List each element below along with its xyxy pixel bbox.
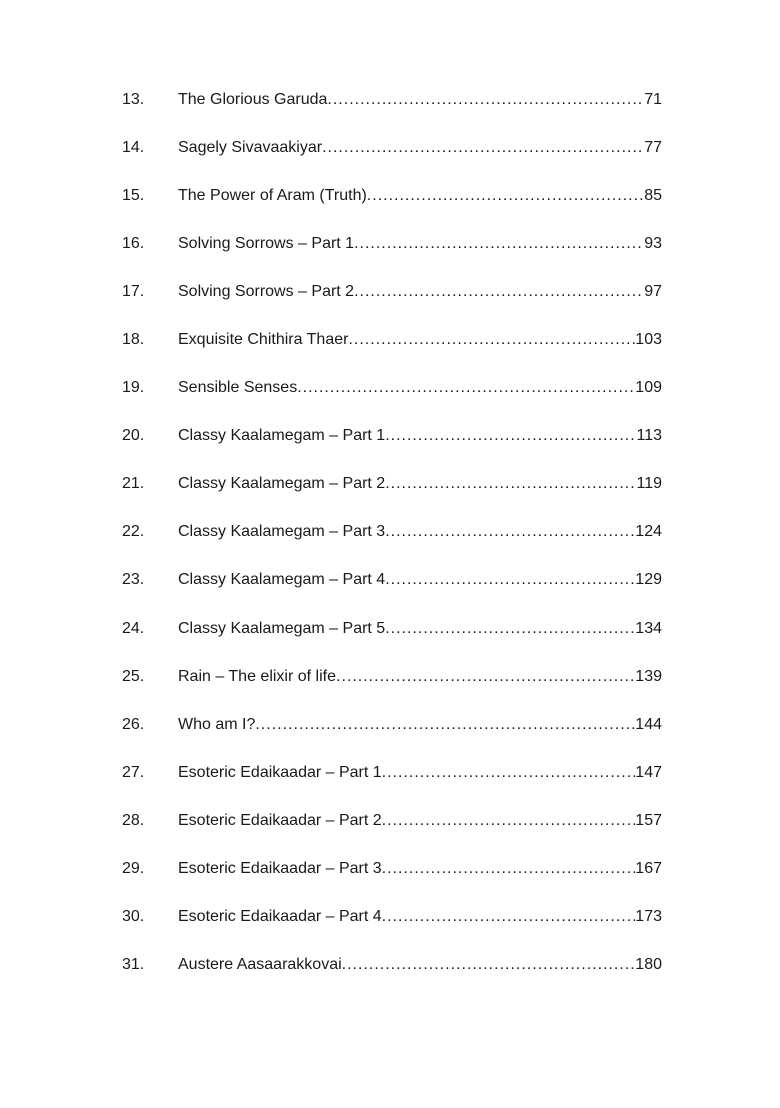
- page-number: 173: [635, 907, 662, 925]
- chapter-number: 24.: [122, 619, 145, 637]
- chapter-title: Austere Aasaarakkovai: [178, 955, 342, 973]
- chapter-title: Solving Sorrows – Part 1: [178, 235, 355, 253]
- chapter-title: Classy Kaalamegam – Part 3: [178, 523, 386, 541]
- toc-entry: [122, 906, 662, 954]
- chapter-number: 29.: [122, 859, 145, 877]
- page-number: 139: [635, 667, 662, 685]
- dot-leader: [367, 185, 644, 207]
- chapter-number: 31.: [122, 955, 145, 973]
- chapter-title: Esoteric Edaikaadar – Part 1: [178, 763, 382, 781]
- chapter-title: Rain – The elixir of life: [178, 667, 336, 685]
- dot-leader: [385, 521, 635, 543]
- toc-entry: [122, 89, 662, 137]
- toc-entry: [122, 137, 662, 185]
- page-number: 147: [635, 763, 662, 781]
- toc-entry: [122, 521, 662, 569]
- dot-leader: [342, 954, 636, 976]
- toc-entry: [122, 185, 662, 233]
- page-number: 77: [644, 139, 662, 157]
- toc-entry: [122, 618, 662, 666]
- page-number: 71: [644, 91, 662, 108]
- page-number: 97: [644, 283, 662, 301]
- chapter-number: 14.: [122, 139, 145, 157]
- page-number: 134: [635, 619, 662, 637]
- toc-entry: [122, 233, 662, 281]
- page-number: 85: [644, 187, 662, 205]
- chapter-number: 17.: [122, 283, 145, 301]
- chapter-number: 25.: [122, 667, 145, 685]
- chapter-title: The Glorious Garuda: [178, 91, 328, 108]
- page-number: 103: [635, 331, 662, 349]
- dot-leader: [385, 618, 635, 640]
- chapter-number: 20.: [122, 427, 145, 445]
- dot-leader: [336, 666, 635, 688]
- chapter-title: Classy Kaalamegam – Part 1: [178, 427, 386, 445]
- chapter-number: 22.: [122, 523, 145, 541]
- dot-leader: [354, 281, 644, 303]
- chapter-title: Who am I?: [178, 715, 256, 733]
- page-number: 113: [636, 427, 662, 445]
- chapter-number: 18.: [122, 331, 145, 349]
- chapter-title: Classy Kaalamegam – Part 4: [178, 571, 386, 589]
- toc-entry: [122, 714, 662, 762]
- dot-leader: [385, 569, 635, 591]
- page-number: 157: [635, 811, 662, 829]
- toc-entry: [122, 858, 662, 906]
- chapter-number: 27.: [122, 763, 145, 781]
- dot-leader: [354, 233, 644, 255]
- toc-entry: [122, 666, 662, 714]
- toc-entry: [122, 762, 662, 810]
- dot-leader: [382, 762, 636, 784]
- chapter-title: Classy Kaalamegam – Part 5: [178, 619, 386, 637]
- toc-entry: [122, 810, 662, 858]
- dot-leader: [382, 810, 636, 832]
- page-number: 144: [635, 715, 662, 733]
- dot-leader: [322, 137, 644, 159]
- page-number: 180: [635, 955, 662, 973]
- chapter-title: Sagely Sivavaakiyar: [178, 139, 323, 157]
- page-number: 93: [644, 235, 662, 253]
- page-number: 167: [635, 859, 662, 877]
- dot-leader: [385, 473, 636, 495]
- toc-entry: [122, 425, 662, 473]
- chapter-number: 16.: [122, 235, 145, 253]
- toc-entry: [122, 281, 662, 329]
- toc-entry: [122, 329, 662, 377]
- page-number: 124: [635, 523, 662, 541]
- dot-leader: [348, 329, 635, 351]
- dot-leader: [382, 906, 636, 928]
- page-number: 129: [635, 571, 662, 589]
- chapter-title: Solving Sorrows – Part 2: [178, 283, 355, 301]
- chapter-number: 26.: [122, 715, 145, 733]
- chapter-title: Sensible Senses: [178, 379, 298, 397]
- chapter-number: 15.: [122, 187, 145, 205]
- chapter-title: The Power of Aram (Truth): [178, 187, 367, 205]
- chapter-number: 28.: [122, 811, 145, 829]
- chapter-number: 21.: [122, 475, 145, 493]
- toc-entry: [122, 377, 662, 425]
- toc-entry: [122, 473, 662, 521]
- chapter-number: 19.: [122, 379, 145, 397]
- chapter-title: Esoteric Edaikaadar – Part 4: [178, 907, 382, 925]
- table-of-contents: [122, 89, 662, 1002]
- dot-leader: [255, 714, 635, 736]
- chapter-title: Esoteric Edaikaadar – Part 2: [178, 811, 382, 829]
- toc-entry: [122, 954, 662, 1002]
- dot-leader: [297, 377, 635, 399]
- dot-leader: [385, 425, 636, 447]
- chapter-number: 23.: [122, 571, 145, 589]
- page-number: 109: [635, 379, 662, 397]
- dot-leader: [382, 858, 636, 880]
- chapter-number: 30.: [122, 907, 145, 925]
- page-number: 119: [636, 475, 662, 493]
- chapter-number: 13.: [122, 91, 145, 108]
- chapter-title: Exquisite Chithira Thaer: [178, 331, 349, 349]
- dot-leader: [327, 89, 644, 111]
- chapter-title: Esoteric Edaikaadar – Part 3: [178, 859, 382, 877]
- chapter-title: Classy Kaalamegam – Part 2: [178, 475, 386, 493]
- toc-entry: [122, 569, 662, 617]
